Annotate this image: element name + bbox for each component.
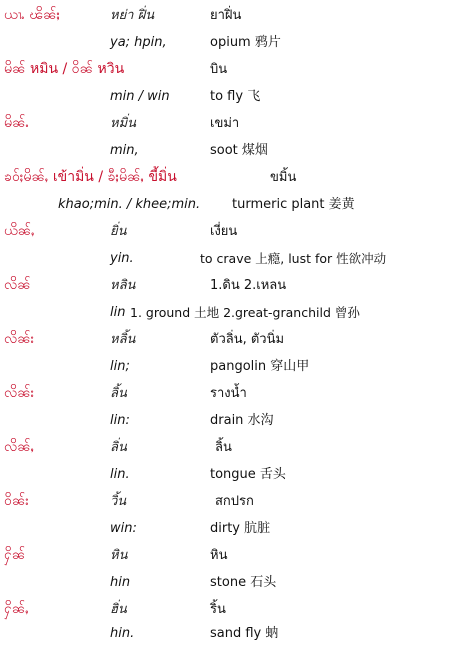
entry-head-word: လိၼ်ႇ: [4, 439, 35, 455]
entry-meaning: opium 鸦片: [210, 35, 281, 50]
entry-head-word: လိၼ်: [4, 277, 31, 293]
entry-thai-transliteration: ยิ่น: [110, 224, 127, 239]
entry-3-head-row: [0, 110, 450, 137]
entry-meaning: pangolin 穿山甲: [210, 359, 310, 374]
entry-head-word: ယိၼ်ႇ: [4, 223, 35, 239]
entry-thai-transliteration: ลิ่น: [110, 440, 127, 455]
entry-romanization: lin;: [110, 359, 130, 374]
entry-4-head-row: [0, 164, 450, 191]
entry-head-word: လိၼ်း: [4, 331, 35, 347]
entry-head-word: မိၼ်ႉ: [4, 115, 30, 131]
entry-10-gloss-row: [0, 515, 450, 542]
entry-romanization: hin.: [110, 626, 135, 641]
entry-thai-word: เขม่า: [210, 116, 240, 131]
entry-head-word: ၶဝ်ႈမိၼ်ႇ เข้ามิ่น / ၶီႈမိၼ်ႇ ขี้มิ่น: [4, 169, 177, 185]
entry-thai-word: ตัวลิ่น, ตัวนิ่ม: [210, 332, 285, 347]
entry-thai-transliteration: ลิ้น: [110, 386, 127, 401]
entry-head-word: ႁိၼ်ႇ: [4, 601, 29, 617]
entry-thai-transliteration: หิน: [110, 548, 128, 563]
entry-11-gloss-row: [0, 569, 450, 596]
entry-3-gloss-row: [0, 137, 450, 164]
entry-thai-word: เงี่ยน: [210, 224, 238, 239]
entry-thai-transliteration: หย่า ฝิ่น: [110, 8, 155, 23]
entry-head-word: မိၼ် หมิน / ဝိၼ် หวิน: [4, 61, 125, 77]
entry-thai-word: ลิ้น: [215, 440, 232, 455]
entry-12-head-row: [0, 596, 450, 623]
entry-7-head-row: [0, 326, 450, 353]
entry-8-head-row: [0, 380, 450, 407]
entry-4-gloss-row: [0, 191, 450, 218]
entry-5-gloss-row: [0, 245, 450, 272]
entry-romanization: lin.: [110, 467, 130, 482]
entry-head-word: လိၼ်း: [4, 385, 35, 401]
entry-romanization: lin: [110, 305, 126, 320]
entry-5-head-row: [0, 218, 450, 245]
entry-thai-transliteration: หมิ่น: [110, 116, 137, 131]
entry-thai-transliteration: วิ้น: [110, 494, 127, 509]
entry-romanization: min / win: [110, 89, 170, 104]
entry-6-gloss-row: [0, 299, 450, 326]
entry-thai-word: หิน: [210, 548, 228, 563]
entry-6-head-row: [0, 272, 450, 299]
entry-2-gloss-row: [0, 83, 450, 110]
entry-thai-word: ยาฝิ่น: [210, 8, 242, 23]
entry-meaning: soot 煤烟: [210, 143, 268, 158]
entry-meaning: 1. ground 土地 2.great-granchild 曾孙: [130, 305, 360, 320]
entry-meaning: to crave 上瘾, lust for 性欲冲动: [200, 251, 387, 266]
entry-meaning: turmeric plant 姜黄: [232, 197, 355, 212]
entry-romanization: yin.: [110, 251, 134, 266]
entry-12-gloss-row: [0, 620, 450, 647]
entry-10-head-row: [0, 488, 450, 515]
entry-romanization: ya; hpin,: [110, 35, 167, 50]
entry-thai-word: ริ้น: [210, 602, 226, 617]
entry-1-head-row: [0, 2, 450, 29]
entry-meaning: drain 水沟: [210, 413, 274, 428]
entry-meaning: to fly 飞: [210, 89, 261, 104]
entry-head-word: ယၢႉ ၽိၼ်ႈ: [4, 7, 61, 23]
entry-romanization: hin: [110, 575, 131, 590]
entry-11-head-row: [0, 542, 450, 569]
entry-2-head-row: [0, 56, 450, 83]
entry-9-head-row: [0, 434, 450, 461]
entry-thai-transliteration: หลิน: [110, 278, 136, 293]
entry-thai-word: ขมิ้น: [270, 170, 297, 185]
entry-romanization: min,: [110, 143, 139, 158]
entry-head-word: ႁိၼ်: [4, 547, 26, 563]
entry-romanization: win:: [110, 521, 137, 536]
entry-head-word: ဝိၼ်း: [4, 493, 29, 509]
entry-meaning: stone 石头: [210, 575, 277, 590]
entry-meaning: tongue 舌头: [210, 467, 286, 482]
entry-meaning: sand fly 蚋: [210, 626, 279, 641]
entry-meaning: dirty 肮脏: [210, 521, 271, 536]
entry-thai-word: 1.ดิน 2.เหลน: [210, 278, 287, 293]
entry-1-gloss-row: [0, 29, 450, 56]
entry-9-gloss-row: [0, 461, 450, 488]
entry-thai-word: สกปรก: [215, 494, 254, 509]
entry-thai-word: บิน: [210, 62, 228, 77]
entry-thai-word: รางน้ำ: [210, 386, 247, 401]
entry-thai-transliteration: ฮิ่น: [110, 602, 127, 617]
entry-thai-transliteration: หลิ้น: [110, 332, 136, 347]
entry-romanization: lin:: [110, 413, 130, 428]
entry-romanization: khao;min. / khee;min.: [58, 197, 201, 212]
entry-7-gloss-row: [0, 353, 450, 380]
entry-8-gloss-row: [0, 407, 450, 434]
